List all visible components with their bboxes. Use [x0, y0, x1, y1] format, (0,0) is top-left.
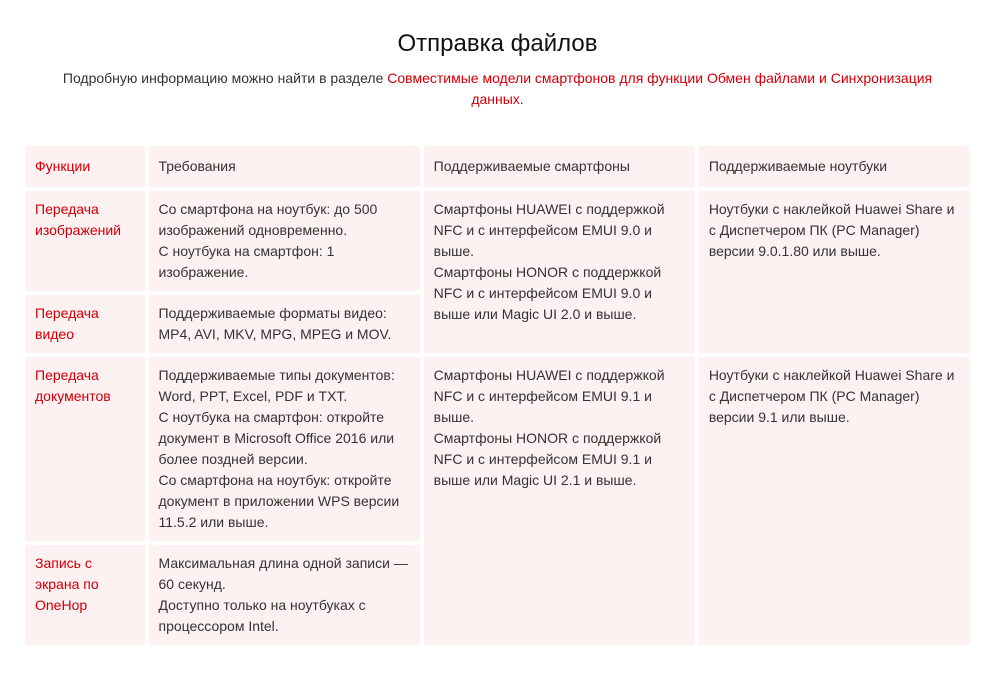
requirement-line: Со смартфона на ноутбук: откройте документ в приложении WPS версии 11.5.2 или выше. — [158, 472, 400, 530]
header-laptops: Поддерживаемые ноутбуки — [699, 146, 970, 187]
phone-line: Смартфоны HUAWEI с поддержкой NFC и с интерфейсом EMUI 9.1 и выше. — [433, 367, 665, 425]
table-header-row — [25, 146, 970, 187]
function-recording: Запись с экрана по OneHop — [25, 545, 145, 645]
requirements-images — [149, 191, 420, 291]
intro-end: . — [519, 91, 524, 107]
requirement-line: Доступно только на ноутбуках с процессором Intel. — [158, 597, 366, 634]
function-video: Передача видео — [25, 295, 145, 353]
requirement-line: Поддерживаемые типы документов: Word, PPT, Excel, PDF и TXT. — [158, 367, 395, 404]
page-title: Отправка файлов — [397, 30, 598, 58]
requirement-line: Со смартфона на ноутбук: до 500 изображений одновременно. — [158, 201, 378, 238]
requirement-line: Поддерживаемые форматы видео: MP4, AVI, MKV, MPG, MPEG и MOV. — [158, 305, 392, 342]
phone-line: Смартфоны HONOR с поддержкой NFC и с интерфейсом EMUI 9.1 и выше или Magic UI 2.1 и выше. — [433, 430, 662, 488]
header-functions: Функции — [25, 146, 145, 187]
file-transfer-table — [21, 142, 974, 649]
laptops-group1 — [699, 191, 970, 353]
requirement-line: С ноутбука на смартфон: 1 изображение. — [158, 243, 335, 280]
phones-group1 — [424, 191, 695, 353]
requirement-line: С ноутбука на смартфон: откройте документ в Microsoft Office 2016 или более поздней версии. — [158, 409, 395, 467]
requirements-recording — [149, 545, 420, 645]
requirements-video — [149, 295, 420, 353]
table-row-docs — [25, 357, 970, 541]
intro-paragraph — [40, 68, 955, 110]
table-row-images — [25, 191, 970, 291]
header-phones: Поддерживаемые смартфоны — [424, 146, 695, 187]
laptop-line: Ноутбуки с наклейкой Huawei Share и с Диспетчером ПК (PC Manager) версии 9.1 или выше. — [708, 367, 955, 425]
requirement-line: Максимальная длина одной записи — 60 секунд. — [158, 555, 408, 592]
phone-line: Смартфоны HUAWEI с поддержкой NFC и с интерфейсом EMUI 9.0 и выше. — [433, 201, 665, 259]
laptops-group2 — [699, 357, 970, 645]
function-images: Передача изображений — [25, 191, 145, 291]
header-requirements: Требования — [149, 146, 420, 187]
intro-text: Подробную информацию можно найти в разделе — [62, 70, 388, 86]
function-docs: Передача документов — [25, 357, 145, 541]
compatible-models-link[interactable]: Совместимые модели смартфонов для функции Обмен файлами и Синхронизация данных — [387, 70, 933, 107]
requirements-docs — [149, 357, 420, 541]
phone-line: Смартфоны HONOR с поддержкой NFC и с интерфейсом EMUI 9.0 и выше или Magic UI 2.0 и выше. — [433, 264, 662, 322]
laptop-line: Ноутбуки с наклейкой Huawei Share и с Диспетчером ПК (PC Manager) версии 9.0.1.80 или выше. — [708, 201, 955, 259]
phones-group2 — [424, 357, 695, 645]
